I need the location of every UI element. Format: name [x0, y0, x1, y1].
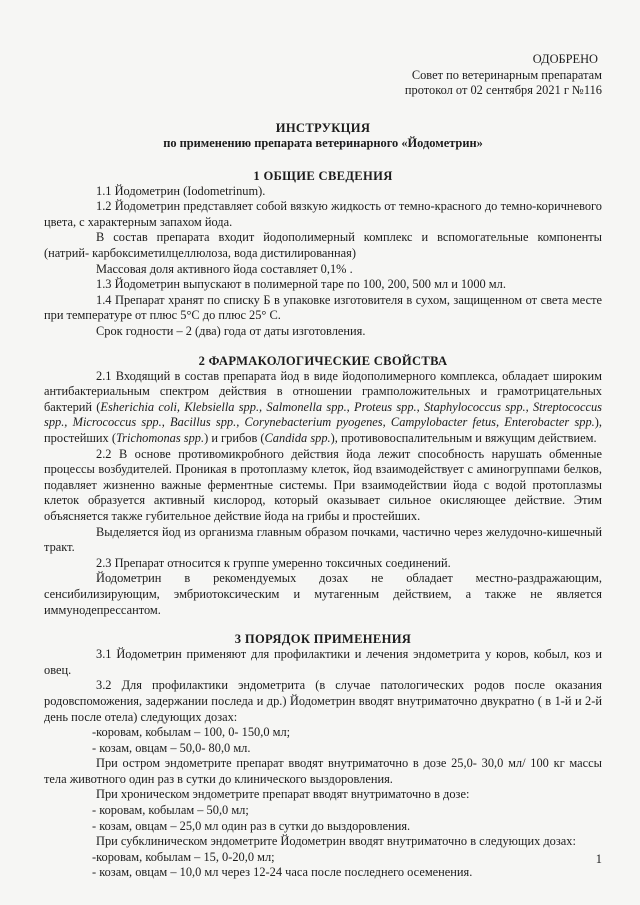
section-general [44, 168, 602, 340]
paragraph: 3.1 Йодометрин применяют для профилактики и лечения эндометрита у коров, кобыл, коз и овец. [44, 647, 602, 677]
approval-line: ОДОБРЕНО [532, 52, 598, 66]
paragraph: 2.2 В основе противомикробного действия йода лежит способность нарушать обменные процессы возбудителей. Проникая в протоплазму клеток, йод взаимодействует с аминогруппами белков, подавляет жизненно важные ферментные системы. При взаимодействии йода с водой протоплазмы клеток образуется активный кислород, который оказывает сильное окисляющее действие. Этим объясняется также губительное действие йода на грибы и простейших. [44, 446, 602, 523]
paragraph: При остром эндометрите препарат вводят внутриматочно в дозе 25,0- 30,0 мл/ 100 кг массы тела животного один раз в сутки до клинического выздоровления. [44, 756, 602, 786]
organism-name: Candida spp. [264, 431, 331, 445]
text-run: ) и грибов ( [204, 431, 265, 445]
document-title: ИНСТРУКЦИЯ [275, 120, 371, 135]
paragraph [44, 369, 602, 447]
approval-line: Совет по ветеринарным препаратам [411, 67, 602, 82]
section-pharmacology [44, 353, 602, 619]
text-run: ), противовоспалительным и вяжущим действием. [330, 431, 597, 445]
section-heading: 2 ФАРМАКОЛОГИЧЕСКИЕ СВОЙСТВА [198, 353, 448, 368]
paragraph: Срок годности – 2 (два) года от даты изготовления. [96, 324, 366, 339]
text-run: 2.1 Входящий в состав препарата йод в виде йодополимерного комплекса, обладает широким антибактериальным спектром действия в отношении грамположительных и грамотрицательных бактерий ( [44, 368, 602, 414]
approval-stamp [44, 52, 602, 99]
text-run: ), простейших ( [44, 415, 602, 445]
approval-line: протокол от 02 сентября 2021 г №116 [404, 83, 602, 97]
bacteria-list: Esherichia coli, Klebsiella spp., Salmonella spp., Proteus spp., Staphylococcus spp., Streptococcus spp., Micrococcus spp., Bacillus spp., Corynebacterium pyogenes, Campylobacter fetus, Enterobacter spp. [44, 399, 602, 430]
dose-line: - коровам, кобылам – 50,0 мл; [92, 803, 249, 818]
paragraph: 1.4 Препарат хранят по списку Б в упаковке изготовителя в сухом, защищенном от света месте при температуре от плюс 5°С до плюс 25° С. [44, 292, 602, 323]
dose-line: - козам, овцам – 25,0 мл один раз в сутки до выздоровления. [92, 818, 411, 833]
paragraph: 3.2 Для профилактики эндометрита (в случае патологических родов после оказания родовспоможения, задержании последа и др.) Йодометрин вводят внутриматочно двукратно ( в 1-й и 2-й день после отела) следующих дозах: [44, 678, 602, 724]
dose-line: - козам, овцам – 10,0 мл через 12-24 часа после последнего осеменения. [92, 865, 473, 880]
page-number: 1 [595, 852, 602, 866]
dose-line: -коровам, кобылам – 15, 0-20,0 мл; [92, 849, 275, 864]
dose-line: - козам, овцам – 50,0- 80,0 мл. [92, 740, 251, 755]
paragraph: 1.3 Йодометрин выпускают в полимерной таре по 100, 200, 500 мл и 1000 мл. [96, 277, 506, 292]
paragraph: 1.1 Йодометрин (Iodometrinum). [96, 183, 266, 198]
paragraph: При субклиническом эндометрите Йодометрин вводят внутриматочно в следующих дозах: [96, 834, 576, 849]
paragraph: Йодометрин в рекомендуемых дозах не обладает местно-раздражающим, сенсибилизирующим, эмбриотоксическим и мутагенным действием, а также не является иммунодепрессантом. [44, 571, 602, 617]
document-subtitle: по применению препарата ветеринарного «Йодометрин» [163, 136, 483, 151]
paragraph: Выделяется йод из организма главным образом почками, частично через желудочно-кишечный тракт. [44, 524, 602, 555]
section-heading: 3 ПОРЯДОК ПРИМЕНЕНИЯ [234, 632, 412, 647]
dose-line: -коровам, кобылам – 100, 0- 150,0 мл; [92, 725, 291, 740]
organism-name: Trichomonas spp. [115, 431, 205, 445]
paragraph: Массовая доля активного йода составляет 0,1% . [96, 261, 353, 276]
paragraph: При хроническом эндометрите препарат вводят внутриматочно в дозе: [96, 787, 470, 802]
paragraph: В состав препарата входит йодополимерный комплекс и вспомогательные компоненты (натрий- карбоксиметилцеллюлоза, вода дистилированная) [44, 230, 602, 261]
paragraph: 1.2 Йодометрин представляет собой вязкую жидкость от темно-красного до темно-коричневого цвета, с характерным запахом йода. [44, 199, 602, 229]
section-heading: 1 ОБЩИЕ СВЕДЕНИЯ [253, 168, 393, 183]
section-usage [44, 631, 602, 881]
paragraph: 2.3 Препарат относится к группе умеренно токсичных соединений. [96, 555, 451, 570]
